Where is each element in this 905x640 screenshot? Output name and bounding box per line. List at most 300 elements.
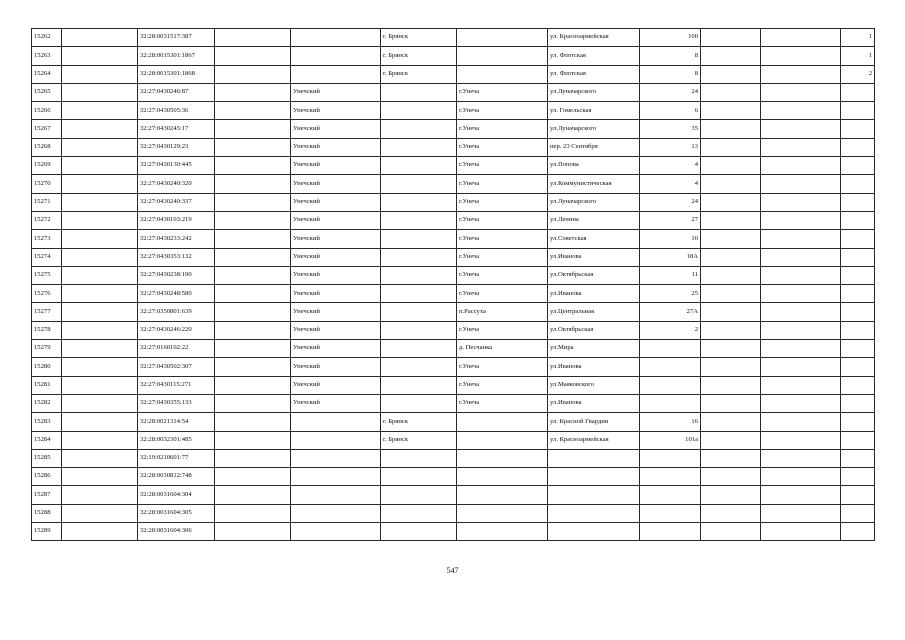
district-cell bbox=[291, 486, 381, 504]
empty-cell-cell bbox=[62, 120, 138, 138]
table-row bbox=[32, 486, 875, 504]
locality-cell: г.Унеча bbox=[457, 321, 548, 339]
empty-cell-cell bbox=[62, 523, 138, 541]
city-cell bbox=[381, 120, 457, 138]
empty-cell-cell bbox=[701, 211, 761, 229]
record-number-cell: 15280 bbox=[32, 358, 62, 376]
record-number-cell: 15275 bbox=[32, 266, 62, 284]
city-cell bbox=[381, 230, 457, 248]
empty-cell-cell bbox=[761, 138, 841, 156]
city-cell bbox=[381, 449, 457, 467]
city-cell bbox=[381, 321, 457, 339]
district-cell bbox=[291, 504, 381, 522]
district-cell: Унечский bbox=[291, 394, 381, 412]
empty-cell-cell bbox=[215, 83, 291, 101]
empty-cell-cell bbox=[215, 303, 291, 321]
empty-cell-cell bbox=[215, 65, 291, 83]
empty-cell-cell bbox=[701, 486, 761, 504]
cadastral-number-cell: 32:28:0032301:485 bbox=[138, 431, 215, 449]
cadastral-number-cell: 32:27:0430238:190 bbox=[138, 266, 215, 284]
city-cell bbox=[381, 175, 457, 193]
empty-cell-cell bbox=[62, 83, 138, 101]
empty-cell-cell bbox=[761, 211, 841, 229]
house-number-cell: 11 bbox=[640, 266, 701, 284]
cadastral-number-cell: 32:27:0430245:17 bbox=[138, 120, 215, 138]
record-number-cell: 15265 bbox=[32, 83, 62, 101]
record-number-cell: 15263 bbox=[32, 47, 62, 65]
city-cell bbox=[381, 358, 457, 376]
locality-cell: г.Унеча bbox=[457, 358, 548, 376]
empty-cell-cell bbox=[215, 157, 291, 175]
empty-cell-cell bbox=[761, 102, 841, 120]
empty-cell-cell bbox=[62, 248, 138, 266]
locality-cell: г.Унеча bbox=[457, 230, 548, 248]
apartment-cell bbox=[841, 413, 875, 431]
house-number-cell bbox=[640, 394, 701, 412]
empty-cell-cell bbox=[215, 47, 291, 65]
house-number-cell bbox=[640, 504, 701, 522]
empty-cell-cell bbox=[761, 29, 841, 47]
empty-cell-cell bbox=[701, 120, 761, 138]
apartment-cell bbox=[841, 340, 875, 358]
empty-cell-cell bbox=[761, 340, 841, 358]
empty-cell-cell bbox=[62, 431, 138, 449]
empty-cell-cell bbox=[761, 523, 841, 541]
district-cell bbox=[291, 29, 381, 47]
house-number-cell: 10 bbox=[640, 230, 701, 248]
apartment-cell bbox=[841, 83, 875, 101]
table-row bbox=[32, 504, 875, 522]
empty-cell-cell bbox=[215, 102, 291, 120]
locality-cell bbox=[457, 523, 548, 541]
record-number-cell: 15278 bbox=[32, 321, 62, 339]
apartment-cell bbox=[841, 157, 875, 175]
street-cell: ул.Советская bbox=[548, 230, 640, 248]
street-cell: ул.Попова bbox=[548, 157, 640, 175]
record-number-cell: 15285 bbox=[32, 449, 62, 467]
record-number-cell: 15289 bbox=[32, 523, 62, 541]
house-number-cell: 13 bbox=[640, 138, 701, 156]
record-number-cell: 15270 bbox=[32, 175, 62, 193]
cadastral-number-cell: 32:28:0031517:387 bbox=[138, 29, 215, 47]
empty-cell-cell bbox=[761, 431, 841, 449]
empty-cell-cell bbox=[761, 230, 841, 248]
house-number-cell bbox=[640, 449, 701, 467]
district-cell: Унечский bbox=[291, 285, 381, 303]
empty-cell-cell bbox=[761, 413, 841, 431]
city-cell: г. Брянск bbox=[381, 65, 457, 83]
cadastral-number-cell: 32:27:0430115:271 bbox=[138, 376, 215, 394]
locality-cell: г.Унеча bbox=[457, 193, 548, 211]
house-number-cell: 25 bbox=[640, 285, 701, 303]
empty-cell-cell bbox=[215, 504, 291, 522]
empty-cell-cell bbox=[761, 120, 841, 138]
house-number-cell: 101а bbox=[640, 431, 701, 449]
cadastral-number-cell: 32:27:0350801:639 bbox=[138, 303, 215, 321]
table-row bbox=[32, 157, 875, 175]
street-cell: ул. Красноармейская bbox=[548, 29, 640, 47]
apartment-cell bbox=[841, 285, 875, 303]
house-number-cell: 24 bbox=[640, 83, 701, 101]
apartment-cell bbox=[841, 449, 875, 467]
house-number-cell bbox=[640, 376, 701, 394]
city-cell bbox=[381, 138, 457, 156]
house-number-cell bbox=[640, 358, 701, 376]
locality-cell: г.Унеча bbox=[457, 285, 548, 303]
table-row bbox=[32, 413, 875, 431]
district-cell: Унечский bbox=[291, 266, 381, 284]
street-cell bbox=[548, 486, 640, 504]
district-cell: Унечский bbox=[291, 157, 381, 175]
district-cell: Унечский bbox=[291, 303, 381, 321]
cadastral-number-cell: 32:28:0030812:748 bbox=[138, 468, 215, 486]
district-cell: Унечский bbox=[291, 248, 381, 266]
street-cell: ул.Октябрьская bbox=[548, 266, 640, 284]
city-cell bbox=[381, 394, 457, 412]
district-cell: Унечский bbox=[291, 230, 381, 248]
table-row bbox=[32, 340, 875, 358]
locality-cell: г.Унеча bbox=[457, 394, 548, 412]
table-row bbox=[32, 376, 875, 394]
locality-cell bbox=[457, 29, 548, 47]
locality-cell bbox=[457, 65, 548, 83]
empty-cell-cell bbox=[701, 157, 761, 175]
empty-cell-cell bbox=[701, 47, 761, 65]
cadastral-number-cell: 32:27:0430248:580 bbox=[138, 285, 215, 303]
record-number-cell: 15273 bbox=[32, 230, 62, 248]
locality-cell: г.Унеча bbox=[457, 175, 548, 193]
empty-cell-cell bbox=[62, 230, 138, 248]
apartment-cell bbox=[841, 230, 875, 248]
apartment-cell bbox=[841, 523, 875, 541]
apartment-cell bbox=[841, 468, 875, 486]
district-cell bbox=[291, 449, 381, 467]
table-row bbox=[32, 175, 875, 193]
locality-cell bbox=[457, 413, 548, 431]
locality-cell bbox=[457, 449, 548, 467]
record-number-cell: 15274 bbox=[32, 248, 62, 266]
empty-cell-cell bbox=[761, 394, 841, 412]
empty-cell-cell bbox=[761, 157, 841, 175]
empty-cell-cell bbox=[761, 193, 841, 211]
empty-cell-cell bbox=[701, 468, 761, 486]
city-cell: г. Брянск bbox=[381, 431, 457, 449]
city-cell bbox=[381, 157, 457, 175]
locality-cell: г.Унеча bbox=[457, 266, 548, 284]
street-cell: ул.Центральная bbox=[548, 303, 640, 321]
empty-cell-cell bbox=[62, 193, 138, 211]
house-number-cell: 2 bbox=[640, 321, 701, 339]
street-cell: ул. Красной Гвардии bbox=[548, 413, 640, 431]
apartment-cell bbox=[841, 102, 875, 120]
cadastral-number-cell: 32:27:0430353:132 bbox=[138, 248, 215, 266]
district-cell: Унечский bbox=[291, 358, 381, 376]
record-number-cell: 15281 bbox=[32, 376, 62, 394]
cadastral-number-cell: 32:28:0021314:54 bbox=[138, 413, 215, 431]
house-number-cell bbox=[640, 523, 701, 541]
city-cell bbox=[381, 523, 457, 541]
street-cell: ул.Иванова bbox=[548, 358, 640, 376]
empty-cell-cell bbox=[215, 175, 291, 193]
apartment-cell bbox=[841, 248, 875, 266]
street-cell: ул.Иванова bbox=[548, 248, 640, 266]
record-number-cell: 15277 bbox=[32, 303, 62, 321]
empty-cell-cell bbox=[215, 120, 291, 138]
district-cell bbox=[291, 468, 381, 486]
record-number-cell: 15284 bbox=[32, 431, 62, 449]
empty-cell-cell bbox=[761, 248, 841, 266]
table-row bbox=[32, 120, 875, 138]
apartment-cell bbox=[841, 193, 875, 211]
locality-cell: г.Унеча bbox=[457, 248, 548, 266]
empty-cell-cell bbox=[62, 394, 138, 412]
table-row bbox=[32, 83, 875, 101]
house-number-cell: 24 bbox=[640, 193, 701, 211]
cadastral-number-cell: 32:27:0160102:22 bbox=[138, 340, 215, 358]
empty-cell-cell bbox=[62, 303, 138, 321]
table-row bbox=[32, 138, 875, 156]
locality-cell bbox=[457, 468, 548, 486]
empty-cell-cell bbox=[701, 138, 761, 156]
cadastral-number-cell: 32:27:0430130:445 bbox=[138, 157, 215, 175]
locality-cell: г.Унеча bbox=[457, 157, 548, 175]
empty-cell-cell bbox=[62, 211, 138, 229]
house-number-cell: 27А bbox=[640, 303, 701, 321]
district-cell: Унечский bbox=[291, 120, 381, 138]
empty-cell-cell bbox=[761, 175, 841, 193]
empty-cell-cell bbox=[215, 321, 291, 339]
street-cell: ул.Луначарского bbox=[548, 83, 640, 101]
empty-cell-cell bbox=[62, 321, 138, 339]
locality-cell: г.Унеча bbox=[457, 102, 548, 120]
street-cell: ул. Красноармейская bbox=[548, 431, 640, 449]
empty-cell-cell bbox=[62, 285, 138, 303]
table-row bbox=[32, 321, 875, 339]
city-cell bbox=[381, 303, 457, 321]
cadastral-number-cell: 32:19:0210601:77 bbox=[138, 449, 215, 467]
empty-cell-cell bbox=[215, 358, 291, 376]
house-number-cell: 100 bbox=[640, 29, 701, 47]
apartment-cell bbox=[841, 376, 875, 394]
empty-cell-cell bbox=[215, 193, 291, 211]
apartment-cell bbox=[841, 486, 875, 504]
empty-cell-cell bbox=[701, 29, 761, 47]
empty-cell-cell bbox=[761, 486, 841, 504]
cadastral-number-cell: 32:28:0015301:1867 bbox=[138, 47, 215, 65]
district-cell bbox=[291, 47, 381, 65]
district-cell bbox=[291, 413, 381, 431]
empty-cell-cell bbox=[701, 193, 761, 211]
empty-cell-cell bbox=[62, 47, 138, 65]
cadastral-number-cell: 32:27:0430505:36 bbox=[138, 102, 215, 120]
street-cell: ул.Мира bbox=[548, 340, 640, 358]
empty-cell-cell bbox=[215, 211, 291, 229]
district-cell: Унечский bbox=[291, 193, 381, 211]
table-row bbox=[32, 211, 875, 229]
empty-cell-cell bbox=[215, 431, 291, 449]
street-cell: ул.Коммунистическая bbox=[548, 175, 640, 193]
locality-cell: г.Унеча bbox=[457, 138, 548, 156]
district-cell: Унечский bbox=[291, 340, 381, 358]
empty-cell-cell bbox=[215, 413, 291, 431]
apartment-cell bbox=[841, 211, 875, 229]
empty-cell-cell bbox=[215, 523, 291, 541]
city-cell bbox=[381, 504, 457, 522]
empty-cell-cell bbox=[701, 321, 761, 339]
street-cell: ул. Флотская bbox=[548, 47, 640, 65]
cadastral-number-cell: 32:28:0031604:304 bbox=[138, 486, 215, 504]
record-number-cell: 15264 bbox=[32, 65, 62, 83]
table-row bbox=[32, 523, 875, 541]
table-row bbox=[32, 285, 875, 303]
city-cell bbox=[381, 83, 457, 101]
table-row bbox=[32, 468, 875, 486]
apartment-cell: 1 bbox=[841, 29, 875, 47]
locality-cell: г.Унеча bbox=[457, 83, 548, 101]
record-number-cell: 15272 bbox=[32, 211, 62, 229]
street-cell bbox=[548, 468, 640, 486]
record-number-cell: 15262 bbox=[32, 29, 62, 47]
empty-cell-cell bbox=[62, 157, 138, 175]
empty-cell-cell bbox=[215, 340, 291, 358]
empty-cell-cell bbox=[62, 65, 138, 83]
record-number-cell: 15267 bbox=[32, 120, 62, 138]
empty-cell-cell bbox=[215, 285, 291, 303]
table-row bbox=[32, 230, 875, 248]
table-row bbox=[32, 358, 875, 376]
apartment-cell: 1 bbox=[841, 47, 875, 65]
street-cell bbox=[548, 523, 640, 541]
apartment-cell bbox=[841, 504, 875, 522]
house-number-cell: 6 bbox=[640, 102, 701, 120]
district-cell: Унечский bbox=[291, 102, 381, 120]
empty-cell-cell bbox=[701, 394, 761, 412]
locality-cell: д. Песчанка bbox=[457, 340, 548, 358]
empty-cell-cell bbox=[215, 248, 291, 266]
empty-cell-cell bbox=[701, 449, 761, 467]
record-number-cell: 15283 bbox=[32, 413, 62, 431]
empty-cell-cell bbox=[215, 376, 291, 394]
empty-cell-cell bbox=[701, 376, 761, 394]
locality-cell bbox=[457, 504, 548, 522]
street-cell: ул.Октябрьская bbox=[548, 321, 640, 339]
house-number-cell bbox=[640, 468, 701, 486]
empty-cell-cell bbox=[62, 504, 138, 522]
empty-cell-cell bbox=[761, 504, 841, 522]
street-cell: ул.Луначарского bbox=[548, 120, 640, 138]
locality-cell: п.Рассуха bbox=[457, 303, 548, 321]
empty-cell-cell bbox=[761, 358, 841, 376]
empty-cell-cell bbox=[761, 376, 841, 394]
apartment-cell bbox=[841, 120, 875, 138]
record-number-cell: 15266 bbox=[32, 102, 62, 120]
cadastral-number-cell: 32:28:0015301:1868 bbox=[138, 65, 215, 83]
cadastral-number-cell: 32:28:0031604:305 bbox=[138, 504, 215, 522]
record-number-cell: 15279 bbox=[32, 340, 62, 358]
empty-cell-cell bbox=[62, 340, 138, 358]
city-cell: г. Брянск bbox=[381, 47, 457, 65]
house-number-cell: 16 bbox=[640, 413, 701, 431]
city-cell bbox=[381, 376, 457, 394]
empty-cell-cell bbox=[761, 468, 841, 486]
empty-cell-cell bbox=[701, 266, 761, 284]
table-row bbox=[32, 47, 875, 65]
apartment-cell bbox=[841, 266, 875, 284]
empty-cell-cell bbox=[701, 504, 761, 522]
cadastral-number-cell: 32:27:0430240:337 bbox=[138, 193, 215, 211]
table-row bbox=[32, 29, 875, 47]
empty-cell-cell bbox=[62, 138, 138, 156]
table-row bbox=[32, 394, 875, 412]
district-cell: Унечский bbox=[291, 376, 381, 394]
house-number-cell: 4 bbox=[640, 157, 701, 175]
street-cell: ул. Гомельская bbox=[548, 102, 640, 120]
cadastral-number-cell: 32:27:0430103:219 bbox=[138, 211, 215, 229]
empty-cell-cell bbox=[701, 285, 761, 303]
district-cell: Унечский bbox=[291, 175, 381, 193]
empty-cell-cell bbox=[701, 102, 761, 120]
empty-cell-cell bbox=[701, 175, 761, 193]
empty-cell-cell bbox=[761, 47, 841, 65]
apartment-cell bbox=[841, 138, 875, 156]
empty-cell-cell bbox=[62, 449, 138, 467]
empty-cell-cell bbox=[761, 285, 841, 303]
apartment-cell bbox=[841, 321, 875, 339]
empty-cell-cell bbox=[215, 266, 291, 284]
cadastral-number-cell: 32:28:0031604:306 bbox=[138, 523, 215, 541]
district-cell bbox=[291, 65, 381, 83]
house-number-cell: 4 bbox=[640, 175, 701, 193]
city-cell bbox=[381, 102, 457, 120]
empty-cell-cell bbox=[701, 413, 761, 431]
district-cell: Унечский bbox=[291, 83, 381, 101]
table-row bbox=[32, 449, 875, 467]
city-cell bbox=[381, 193, 457, 211]
apartment-cell bbox=[841, 358, 875, 376]
apartment-cell bbox=[841, 394, 875, 412]
city-cell bbox=[381, 340, 457, 358]
district-cell: Унечский bbox=[291, 211, 381, 229]
city-cell: г. Брянск bbox=[381, 413, 457, 431]
empty-cell-cell bbox=[761, 65, 841, 83]
empty-cell-cell bbox=[62, 175, 138, 193]
city-cell bbox=[381, 468, 457, 486]
empty-cell-cell bbox=[215, 230, 291, 248]
record-number-cell: 15282 bbox=[32, 394, 62, 412]
table-row bbox=[32, 431, 875, 449]
empty-cell-cell bbox=[701, 431, 761, 449]
cadastral-number-cell: 32:27:0430246:220 bbox=[138, 321, 215, 339]
empty-cell-cell bbox=[62, 468, 138, 486]
house-number-cell: 8 bbox=[640, 47, 701, 65]
empty-cell-cell bbox=[761, 83, 841, 101]
empty-cell-cell bbox=[215, 468, 291, 486]
empty-cell-cell bbox=[62, 29, 138, 47]
registry-table bbox=[31, 28, 875, 541]
cadastral-number-cell: 32:27:0430240:320 bbox=[138, 175, 215, 193]
table-row bbox=[32, 102, 875, 120]
street-cell: ул.Ленина bbox=[548, 211, 640, 229]
empty-cell-cell bbox=[701, 358, 761, 376]
page-number: 547 bbox=[446, 566, 459, 575]
empty-cell-cell bbox=[215, 29, 291, 47]
locality-cell bbox=[457, 431, 548, 449]
empty-cell-cell bbox=[62, 486, 138, 504]
empty-cell-cell bbox=[62, 102, 138, 120]
city-cell bbox=[381, 266, 457, 284]
apartment-cell: 2 bbox=[841, 65, 875, 83]
street-cell: ул.Маяковского bbox=[548, 376, 640, 394]
